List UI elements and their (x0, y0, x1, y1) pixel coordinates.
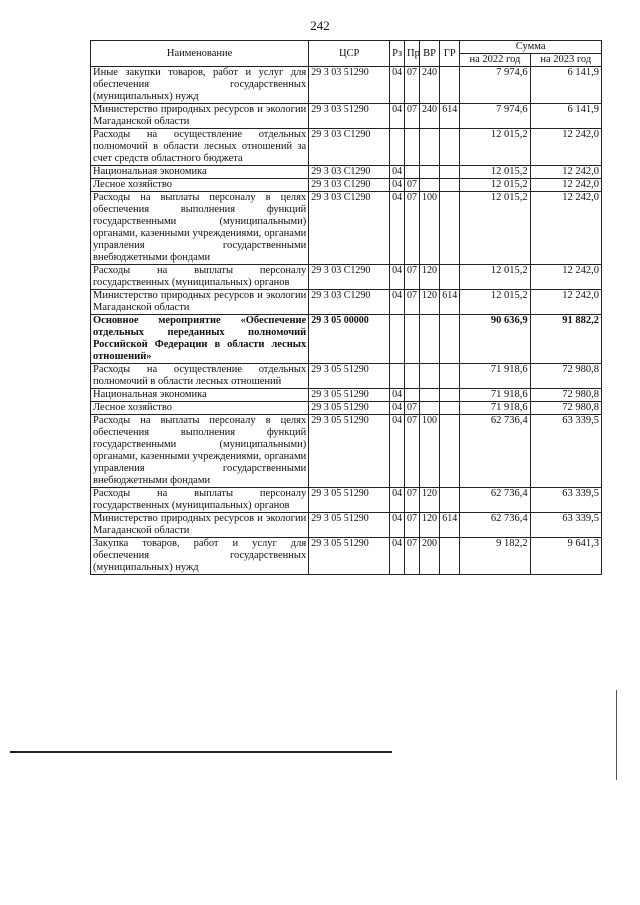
row-sum-2022: 62 736,4 (460, 513, 530, 538)
row-pr: 07 (405, 402, 420, 415)
row-rz: 04 (390, 415, 405, 488)
row-rz: 04 (390, 389, 405, 402)
row-gr (440, 192, 460, 265)
row-csr: 29 3 05 51290 (309, 513, 390, 538)
row-sum-2022: 12 015,2 (460, 290, 530, 315)
row-name: Расходы на осуществление отдельных полномочий в области лесных отношений (91, 364, 309, 389)
row-vr (419, 315, 439, 364)
row-name: Расходы на осуществление отдельных полномочий в области лесных отношений за счет средств областного бюджета (91, 129, 309, 166)
row-sum-2023: 63 339,5 (530, 488, 601, 513)
row-pr: 07 (405, 192, 420, 265)
header-csr: ЦСР (309, 41, 390, 67)
row-sum-2022: 62 736,4 (460, 488, 530, 513)
header-gr: ГР (440, 41, 460, 67)
header-sum: Сумма (460, 41, 602, 54)
table-row (91, 538, 602, 575)
row-csr: 29 3 05 00000 (309, 315, 390, 364)
row-gr: 614 (440, 104, 460, 129)
row-pr (405, 389, 420, 402)
row-sum-2022: 7 974,6 (460, 104, 530, 129)
table-row (91, 129, 602, 166)
row-gr (440, 67, 460, 104)
row-gr: 614 (440, 513, 460, 538)
row-name: Расходы на выплаты персоналу в целях обеспечения выполнения функций государственными (муниципальными) органами, казенными учреждениями, органами управления государственными внебюджетными фондами (91, 192, 309, 265)
row-gr (440, 265, 460, 290)
row-sum-2022: 71 918,6 (460, 389, 530, 402)
row-pr (405, 166, 420, 179)
row-vr: 100 (419, 415, 439, 488)
row-sum-2023: 72 980,8 (530, 389, 601, 402)
row-sum-2023: 9 641,3 (530, 538, 601, 575)
table-row (91, 315, 602, 364)
row-name: Лесное хозяйство (91, 179, 309, 192)
row-sum-2022: 12 015,2 (460, 192, 530, 265)
row-csr: 29 3 05 51290 (309, 389, 390, 402)
table-row (91, 290, 602, 315)
row-rz: 04 (390, 265, 405, 290)
table-body (91, 67, 602, 575)
row-gr (440, 364, 460, 389)
row-sum-2023: 12 242,0 (530, 129, 601, 166)
row-pr (405, 315, 420, 364)
row-vr: 100 (419, 192, 439, 265)
row-csr: 29 3 03 51290 (309, 67, 390, 104)
row-sum-2023: 6 141,9 (530, 67, 601, 104)
row-rz: 04 (390, 402, 405, 415)
row-csr: 29 3 05 51290 (309, 538, 390, 575)
row-sum-2023: 72 980,8 (530, 402, 601, 415)
row-pr: 07 (405, 538, 420, 575)
row-vr: 240 (419, 67, 439, 104)
row-sum-2022: 90 636,9 (460, 315, 530, 364)
row-rz (390, 129, 405, 166)
row-gr (440, 389, 460, 402)
row-csr: 29 3 03 С1290 (309, 192, 390, 265)
row-pr: 07 (405, 265, 420, 290)
row-name: Министерство природных ресурсов и экологии Магаданской области (91, 104, 309, 129)
row-pr: 07 (405, 179, 420, 192)
row-gr (440, 402, 460, 415)
row-name: Национальная экономика (91, 166, 309, 179)
row-csr: 29 3 05 51290 (309, 415, 390, 488)
row-sum-2022: 12 015,2 (460, 166, 530, 179)
row-sum-2023: 63 339,5 (530, 415, 601, 488)
table-row (91, 265, 602, 290)
row-rz: 04 (390, 488, 405, 513)
row-name: Закупка товаров, работ и услуг для обеспечения государственных (муниципальных) нужд (91, 538, 309, 575)
row-sum-2022: 9 182,2 (460, 538, 530, 575)
row-name: Основное мероприятие «Обеспечение отдельных переданных полномочий Российской Федерации в области лесных отношений» (91, 315, 309, 364)
row-pr (405, 129, 420, 166)
row-vr (419, 166, 439, 179)
row-vr: 120 (419, 513, 439, 538)
page-number: 242 (310, 18, 330, 33)
row-pr: 07 (405, 488, 420, 513)
row-gr (440, 179, 460, 192)
row-sum-2022: 62 736,4 (460, 415, 530, 488)
row-vr (419, 389, 439, 402)
table-row (91, 166, 602, 179)
row-rz: 04 (390, 166, 405, 179)
row-gr (440, 166, 460, 179)
row-csr: 29 3 05 51290 (309, 402, 390, 415)
row-name: Расходы на выплаты персоналу государственных (муниципальных) органов (91, 265, 309, 290)
row-rz: 04 (390, 513, 405, 538)
row-csr: 29 3 03 С1290 (309, 166, 390, 179)
row-sum-2022: 12 015,2 (460, 179, 530, 192)
row-pr: 07 (405, 415, 420, 488)
row-sum-2022: 12 015,2 (460, 265, 530, 290)
row-rz: 04 (390, 104, 405, 129)
row-csr: 29 3 03 С1290 (309, 265, 390, 290)
budget-table (90, 40, 602, 575)
row-sum-2023: 91 882,2 (530, 315, 601, 364)
row-gr (440, 488, 460, 513)
row-rz: 04 (390, 179, 405, 192)
row-csr: 29 3 03 С1290 (309, 179, 390, 192)
row-pr: 07 (405, 513, 420, 538)
table-row (91, 389, 602, 402)
row-vr: 120 (419, 488, 439, 513)
row-gr (440, 415, 460, 488)
row-rz (390, 364, 405, 389)
row-rz: 04 (390, 192, 405, 265)
table-row (91, 488, 602, 513)
row-sum-2022: 71 918,6 (460, 364, 530, 389)
row-pr: 07 (405, 290, 420, 315)
header-year-2023: на 2023 год (530, 54, 601, 67)
row-name: Национальная экономика (91, 389, 309, 402)
row-rz: 04 (390, 67, 405, 104)
row-vr (419, 364, 439, 389)
row-vr: 120 (419, 290, 439, 315)
table-row (91, 513, 602, 538)
row-vr: 240 (419, 104, 439, 129)
page-divider (10, 751, 392, 753)
row-sum-2023: 12 242,0 (530, 166, 601, 179)
row-vr: 120 (419, 265, 439, 290)
row-csr: 29 3 03 С1290 (309, 290, 390, 315)
row-sum-2023: 12 242,0 (530, 290, 601, 315)
header-vr: ВР (419, 41, 439, 67)
row-sum-2023: 12 242,0 (530, 192, 601, 265)
row-name: Расходы на выплаты персоналу государственных (муниципальных) органов (91, 488, 309, 513)
row-rz: 04 (390, 290, 405, 315)
row-sum-2023: 12 242,0 (530, 265, 601, 290)
row-rz: 04 (390, 538, 405, 575)
row-vr (419, 179, 439, 192)
row-sum-2022: 71 918,6 (460, 402, 530, 415)
row-csr: 29 3 05 51290 (309, 364, 390, 389)
header-pr: Пр (405, 41, 420, 67)
header-year-2022: на 2022 год (460, 54, 530, 67)
row-gr (440, 538, 460, 575)
table-row (91, 192, 602, 265)
row-gr: 614 (440, 290, 460, 315)
row-name: Лесное хозяйство (91, 402, 309, 415)
row-vr: 200 (419, 538, 439, 575)
row-name: Расходы на выплаты персоналу в целях обеспечения выполнения функций государственными (муниципальными) органами, казенными учреждениями, органами управления государственными внебюджетными фондами (91, 415, 309, 488)
row-sum-2023: 6 141,9 (530, 104, 601, 129)
row-sum-2022: 7 974,6 (460, 67, 530, 104)
row-sum-2023: 63 339,5 (530, 513, 601, 538)
row-csr: 29 3 05 51290 (309, 488, 390, 513)
table-row (91, 364, 602, 389)
row-gr (440, 129, 460, 166)
row-name: Министерство природных ресурсов и экологии Магаданской области (91, 290, 309, 315)
row-sum-2022: 12 015,2 (460, 129, 530, 166)
row-name: Министерство природных ресурсов и экологии Магаданской области (91, 513, 309, 538)
table-row (91, 67, 602, 104)
scan-edge-mark (616, 690, 617, 780)
table-row (91, 104, 602, 129)
row-rz (390, 315, 405, 364)
row-sum-2023: 72 980,8 (530, 364, 601, 389)
table-row (91, 415, 602, 488)
row-pr: 07 (405, 104, 420, 129)
row-vr (419, 402, 439, 415)
row-gr (440, 315, 460, 364)
header-rz: Рз (390, 41, 405, 67)
table-row (91, 179, 602, 192)
row-pr (405, 364, 420, 389)
row-csr: 29 3 03 51290 (309, 104, 390, 129)
header-name: Наименование (91, 41, 309, 67)
row-sum-2023: 12 242,0 (530, 179, 601, 192)
row-vr (419, 129, 439, 166)
table-row (91, 402, 602, 415)
row-pr: 07 (405, 67, 420, 104)
row-csr: 29 3 03 С1290 (309, 129, 390, 166)
row-name: Иные закупки товаров, работ и услуг для обеспечения государственных (муниципальных) нужд (91, 67, 309, 104)
